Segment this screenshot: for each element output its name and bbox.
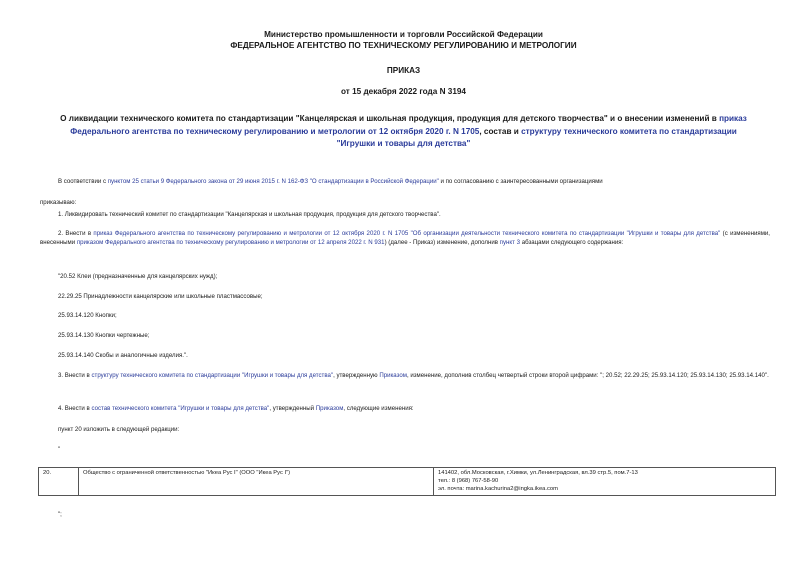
quote-line-3: 25.93.14.120 Кнопки; [58,312,117,319]
organization-name: Общество с ограниченной ответственностью "Икеа Рус I" (ООО "Икеа Рус I") [79,468,434,496]
item-2-text-3: ) (далее - Приказ) изменение, дополнив [384,238,498,246]
item-3-text: 3. Внести в [58,372,90,379]
item-2-text: 2. Внести в [58,230,92,237]
item-2 [40,230,770,247]
quote-line-2: 22.29.25 Принадлежности канцелярские или школьные пластмассовые; [58,293,263,300]
doc-title [50,113,757,151]
table-row [39,468,776,496]
intro-law-link[interactable]: пунктом 25 статьи 9 Федерального закона от 29 июня 2015 г. N 162-ФЗ "О стандартизации в Российской Федерации" [107,178,439,185]
item-2-text-2: (с изменениями, внесенными [40,230,770,246]
item-2-text-4: абзацами следующего содержания: [521,238,624,246]
item-3-text-3: , изменение, дополнив столбец четвертый строки второй цифрами: "; 20.52; 22.29.25; 25.93.14.120; 25.93.14.130; 25.93.14.140". [406,372,769,379]
item-4 [58,405,414,414]
item-1: 1. Ликвидировать технический комитет по стандартизации "Канцелярская и школьная продукция, продукция для детского творчества". [58,211,441,218]
title-link-structure[interactable]: структуру технического комитета по стандартизации "Игрушки и товары для детства" [336,126,737,148]
quote-line-1: "20.52 Клеи (предназначенные для канцелярских нужд); [58,273,218,280]
organization-email: эл. почта: marina.kachurina2@ingka.ikea.com [438,486,558,493]
close-quote: "; [58,511,62,518]
item-4-text-2: , утвержденный [269,405,315,412]
intro-text-2: и по согласованию с заинтересованными организациями [440,178,603,185]
item-3-structure-link[interactable]: структуру технического комитета по стандартизации "Игрушки и товары для детства" [91,372,334,379]
item-3 [40,372,770,381]
open-quote: " [58,446,61,453]
organization-contacts [434,468,776,496]
composition-table [38,467,776,496]
item-4-composition-link[interactable]: состав технического комитета "Игрушки и товары для детства" [91,405,270,412]
intro-paragraph [58,178,603,187]
quote-line-5: 25.93.14.140 Скобы и аналогичные изделия.". [58,352,188,359]
row-number: 20. [39,468,79,496]
organization-address: 141402, обл.Московская, г.Химки, ул.Ленинградская, вл.39 стр.5, пом.7-13 [438,470,638,476]
item-4-text: 4. Внести в [58,405,90,412]
quote-line-4: 25.93.14.130 Кнопки чертежные; [58,332,150,339]
item-2-order-link[interactable]: приказ Федерального агентства по техническому регулированию и метрологии от 12 октября 2020 г. N 1705 "Об организации деятельности технического комитета по стандартизации "Игрушки и товары для детства" [93,230,721,237]
ministry-name: Министерство промышленности и торговли Российской Федерации [264,30,543,39]
doc-date-number: от 15 декабря 2022 года N 3194 [341,87,466,96]
organization-phone: тел.: 8 (968) 767-58-90 [438,478,499,485]
item-3-text-2: , утвержденную [333,372,378,379]
agency-name: ФЕДЕРАЛЬНОЕ АГЕНТСТВО ПО ТЕХНИЧЕСКОМУ РЕГУЛИРОВАНИЮ И МЕТРОЛОГИИ [230,41,577,50]
item-4-text-3: , следующие изменения: [343,405,414,412]
order-word: приказываю: [40,199,77,206]
item-4-order-link[interactable]: Приказом [315,405,344,412]
item-3-order-link[interactable]: Приказом [379,372,407,379]
intro-text: В соответствии с [58,178,107,185]
item-2-point-link[interactable]: пункт 3 [499,238,520,246]
title-text-2: , состав и [479,126,519,136]
point-20-text: пункт 20 изложить в следующей редакции: [58,426,180,433]
title-link-order[interactable]: приказ Федерального агентства по техническому регулированию и метрологии от 12 октября 2020 г. N 1705 [70,114,747,136]
doc-type: ПРИКАЗ [386,66,421,75]
item-2-amend-link[interactable]: приказом Федерального агентства по техническому регулированию и метрологии от 12 апреля 2022 г. N 931 [76,238,385,246]
title-text: О ликвидации технического комитета по стандартизации "Канцелярская и школьная продукция, продукция для детского творчества" и о внесении изменений в [60,114,717,123]
